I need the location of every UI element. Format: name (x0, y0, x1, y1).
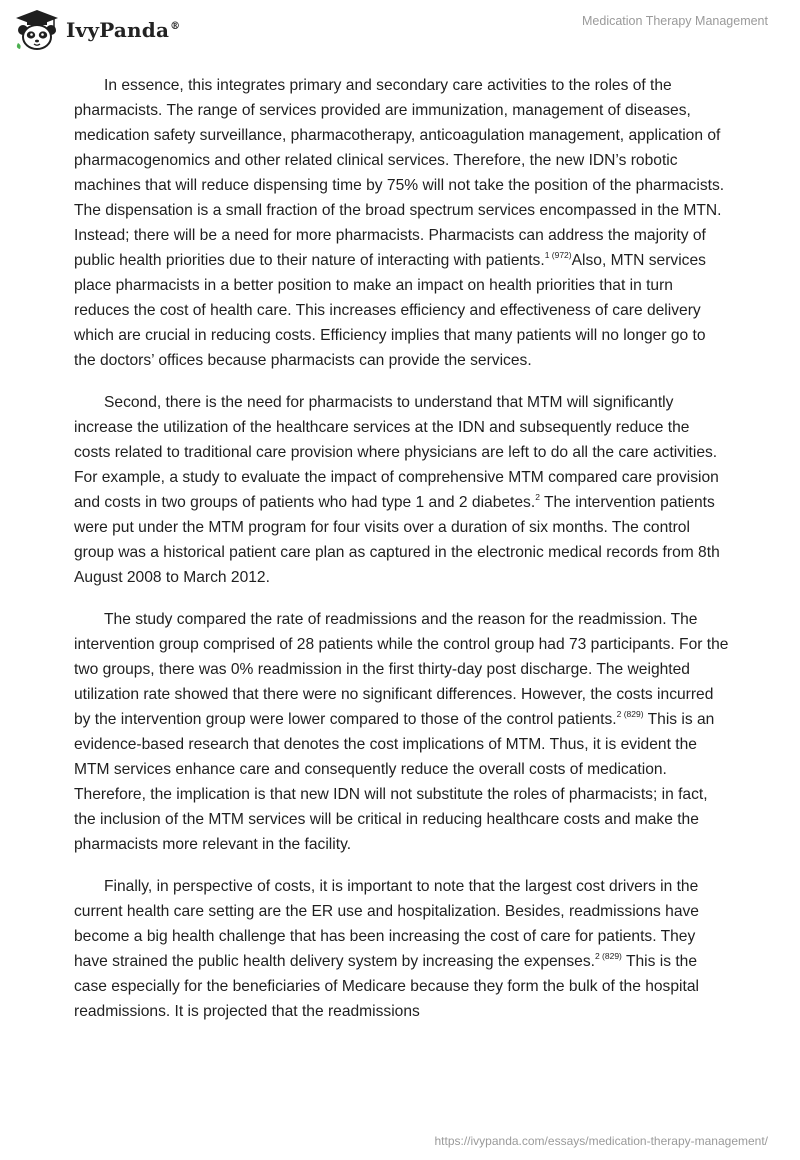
paragraph (74, 874, 730, 1024)
paragraph-text: The intervention patients were put under the MTM program for four visits over a duration of six months. The control group was a historical patient care plan as captured in the electronic medical records from 8th August 2008 to March 2012. (74, 494, 720, 586)
paragraph-text: This is an evidence-based research that denotes the cost implications of MTM. Thus, it is evident the MTM services enhance care and consequently reduce the overall costs of medication. Therefore, the implication is that new IDN will not substitute the roles of pharmacists; in fact, the inclusion of the MTM services will be critical in reducing healthcare costs and make the pharmacists more relevant in the facility. (74, 711, 715, 853)
paragraph (74, 73, 730, 373)
logo-wordmark: IvyPanda® (66, 18, 181, 42)
citation-superscript: 2 (829) (594, 950, 622, 961)
ivypanda-logo[interactable] (14, 8, 180, 52)
citation-superscript: 1 (972) (544, 249, 572, 260)
paragraph-text: The study compared the rate of readmissions and the reason for the readmission. The intervention group comprised of 28 patients while the control group had 73 participants. For the two groups, there was 0% readmission in the first thirty-day post discharge. The weighted utilization rate showed that there were no significant differences. However, the costs incurred by the intervention group were lower compared to those of the control patients. (74, 611, 729, 728)
citation-superscript: 2 (535, 491, 540, 502)
citation-superscript: 2 (829) (616, 708, 644, 719)
paragraph (74, 390, 730, 590)
source-url-link[interactable]: https://ivypanda.com/essays/medication-therapy-management/ (434, 1134, 768, 1148)
document-title: Medication Therapy Management (582, 14, 768, 28)
registered-mark: ® (170, 21, 181, 33)
paragraph-text: Second, there is the need for pharmacists to understand that MTM will significantly increase the utilization of the healthcare services at the IDN and subsequently reduce the costs related to traditional care provision where physicians are left to do all the care activities. For example, a study to evaluate the impact of comprehensive MTM compared care provision and costs in two groups of patients who had type 1 and 2 diabetes. (74, 394, 719, 511)
paragraph-text: Also, MTN services place pharmacists in a better position to make an impact on health priorities that in turn reduces the cost of health care. This increases efficiency and effectiveness of care delivery which are crucial in reducing costs. Efficiency implies that many patients will no longer go to the doctors’ offices because pharmacists can provide the services. (74, 252, 706, 369)
paragraph-text: This is the case especially for the beneficiaries of Medicare because they form the bulk of the hospital readmissions. It is projected that the readmissions (74, 953, 699, 1020)
paragraph-text: Finally, in perspective of costs, it is important to note that the largest cost drivers in the current health care setting are the ER use and hospitalization. Besides, readmissions have become a big health challenge that has been increasing the cost of care for patients. They have strained the public health delivery system by increasing the expenses. (74, 878, 699, 970)
paragraph-text: In essence, this integrates primary and secondary care activities to the roles of the pharmacists. The range of services provided are immunization, management of diseases, medication safety surveillance, pharmacotherapy, anticoagulation management, application of pharmacogenomics and other related clinical services. Therefore, the new IDN’s robotic machines that will reduce dispensing time by 75% will not take the position of the pharmacists. The dispensation is a small fraction of the broad spectrum services encompassed in the MTN. Instead; there will be a need for more pharmacists. Pharmacists can address the majority of public health priorities due to their nature of interacting with patients. (74, 77, 725, 269)
essay-body (74, 73, 730, 1041)
panda-graduate-icon (14, 8, 60, 52)
page-header (0, 0, 800, 70)
paragraph (74, 607, 730, 857)
